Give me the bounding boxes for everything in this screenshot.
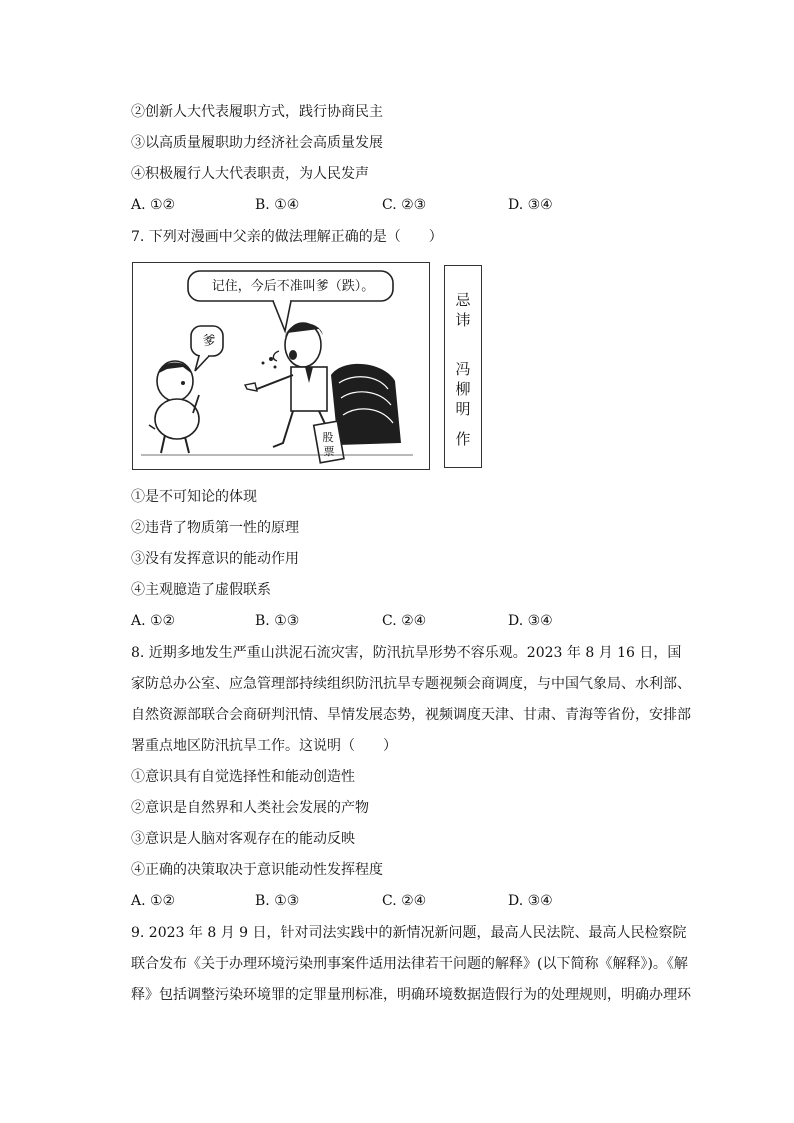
- q7-statement-1: ①是不可知论的体现: [131, 489, 257, 505]
- q6-option-c[interactable]: C. ②③: [382, 197, 427, 213]
- caption-author-char-2: 柳: [455, 380, 471, 398]
- q8-statement-3: ③意识是人脑对客观存在的能动反映: [131, 831, 355, 847]
- q7-statement-4: ④主观臆造了虚假联系: [131, 582, 271, 598]
- q8-option-c[interactable]: C. ②④: [382, 893, 427, 909]
- q6-option-b[interactable]: B. ①④: [255, 197, 300, 213]
- caption-title-char-1: 忌: [455, 291, 471, 309]
- q8-option-b[interactable]: B. ①③: [255, 893, 300, 909]
- q6-option-a[interactable]: A. ①②: [131, 197, 176, 213]
- q8-statement-2: ②意识是自然界和人类社会发展的产物: [131, 800, 369, 816]
- father-speech-text: 记住，今后不准叫爹（跌）。: [211, 279, 375, 294]
- caption-author-char-4: 作: [455, 430, 471, 448]
- q7-option-a[interactable]: A. ①②: [131, 613, 176, 629]
- caption-title-char-2: 讳: [455, 311, 471, 329]
- q6-statement-4: ④积极履行人大代表职责，为人民发声: [131, 166, 369, 182]
- q6-option-d[interactable]: D. ③④: [508, 197, 553, 213]
- cartoon-sign-char-2: 票: [323, 445, 335, 458]
- q8-statement-1: ①意识具有自觉选择性和能动创造性: [131, 769, 355, 785]
- caption-author-char-3: 明: [455, 400, 471, 418]
- q6-statement-3: ③以高质量履职助力经济社会高质量发展: [131, 135, 383, 151]
- caption-author-char-1: 冯: [455, 360, 471, 378]
- cartoon-caption-box: [444, 265, 482, 468]
- q7-stem: 7. 下列对漫画中父亲的做法理解正确的是（ ）: [131, 229, 443, 245]
- child-speech-text: 爹: [202, 334, 216, 349]
- q8-stem: 8. 近期多地发生严重山洪泥石流灾害，防汛抗旱形势不容乐观。2023 年 8 月 16 日，国家防总办公室、应急管理部持续组织防汛抗旱专题视频会商调度，与中国气象局、水利部、自然资源部联合会商研判汛情、旱情发展态势，视频调度天津、甘肃、青海等省份，安排部署重点地区防汛抗旱工作。这说明（ ）: [131, 645, 691, 754]
- q7-statement-3: ③没有发挥意识的能动作用: [131, 551, 299, 567]
- q7-option-b[interactable]: B. ①③: [255, 613, 300, 629]
- cartoon-image: [132, 262, 430, 470]
- cartoon-sign-char-1: 股: [322, 431, 334, 444]
- q7-option-d[interactable]: D. ③④: [508, 613, 553, 629]
- q7-option-c[interactable]: C. ②④: [382, 613, 427, 629]
- q8-option-d[interactable]: D. ③④: [508, 893, 553, 909]
- q9-stem: 9. 2023 年 8 月 9 日，针对司法实践中的新情况新问题，最高人民法院、最高人民检察院联合发布《关于办理环境污染刑事案件适用法律若干问题的解释》(以下简称《解释》)。《解释》包括调整污染环境罪的定罪量刑标准，明确环境数据造假行为的处理规则，明确办理环: [131, 925, 691, 1003]
- q7-statement-2: ②违背了物质第一性的原理: [131, 520, 299, 536]
- q8-statement-4: ④正确的决策取决于意识能动性发挥程度: [131, 862, 383, 878]
- q6-statement-2: ②创新人大代表履职方式，践行协商民主: [131, 104, 383, 120]
- q8-option-a[interactable]: A. ①②: [131, 893, 176, 909]
